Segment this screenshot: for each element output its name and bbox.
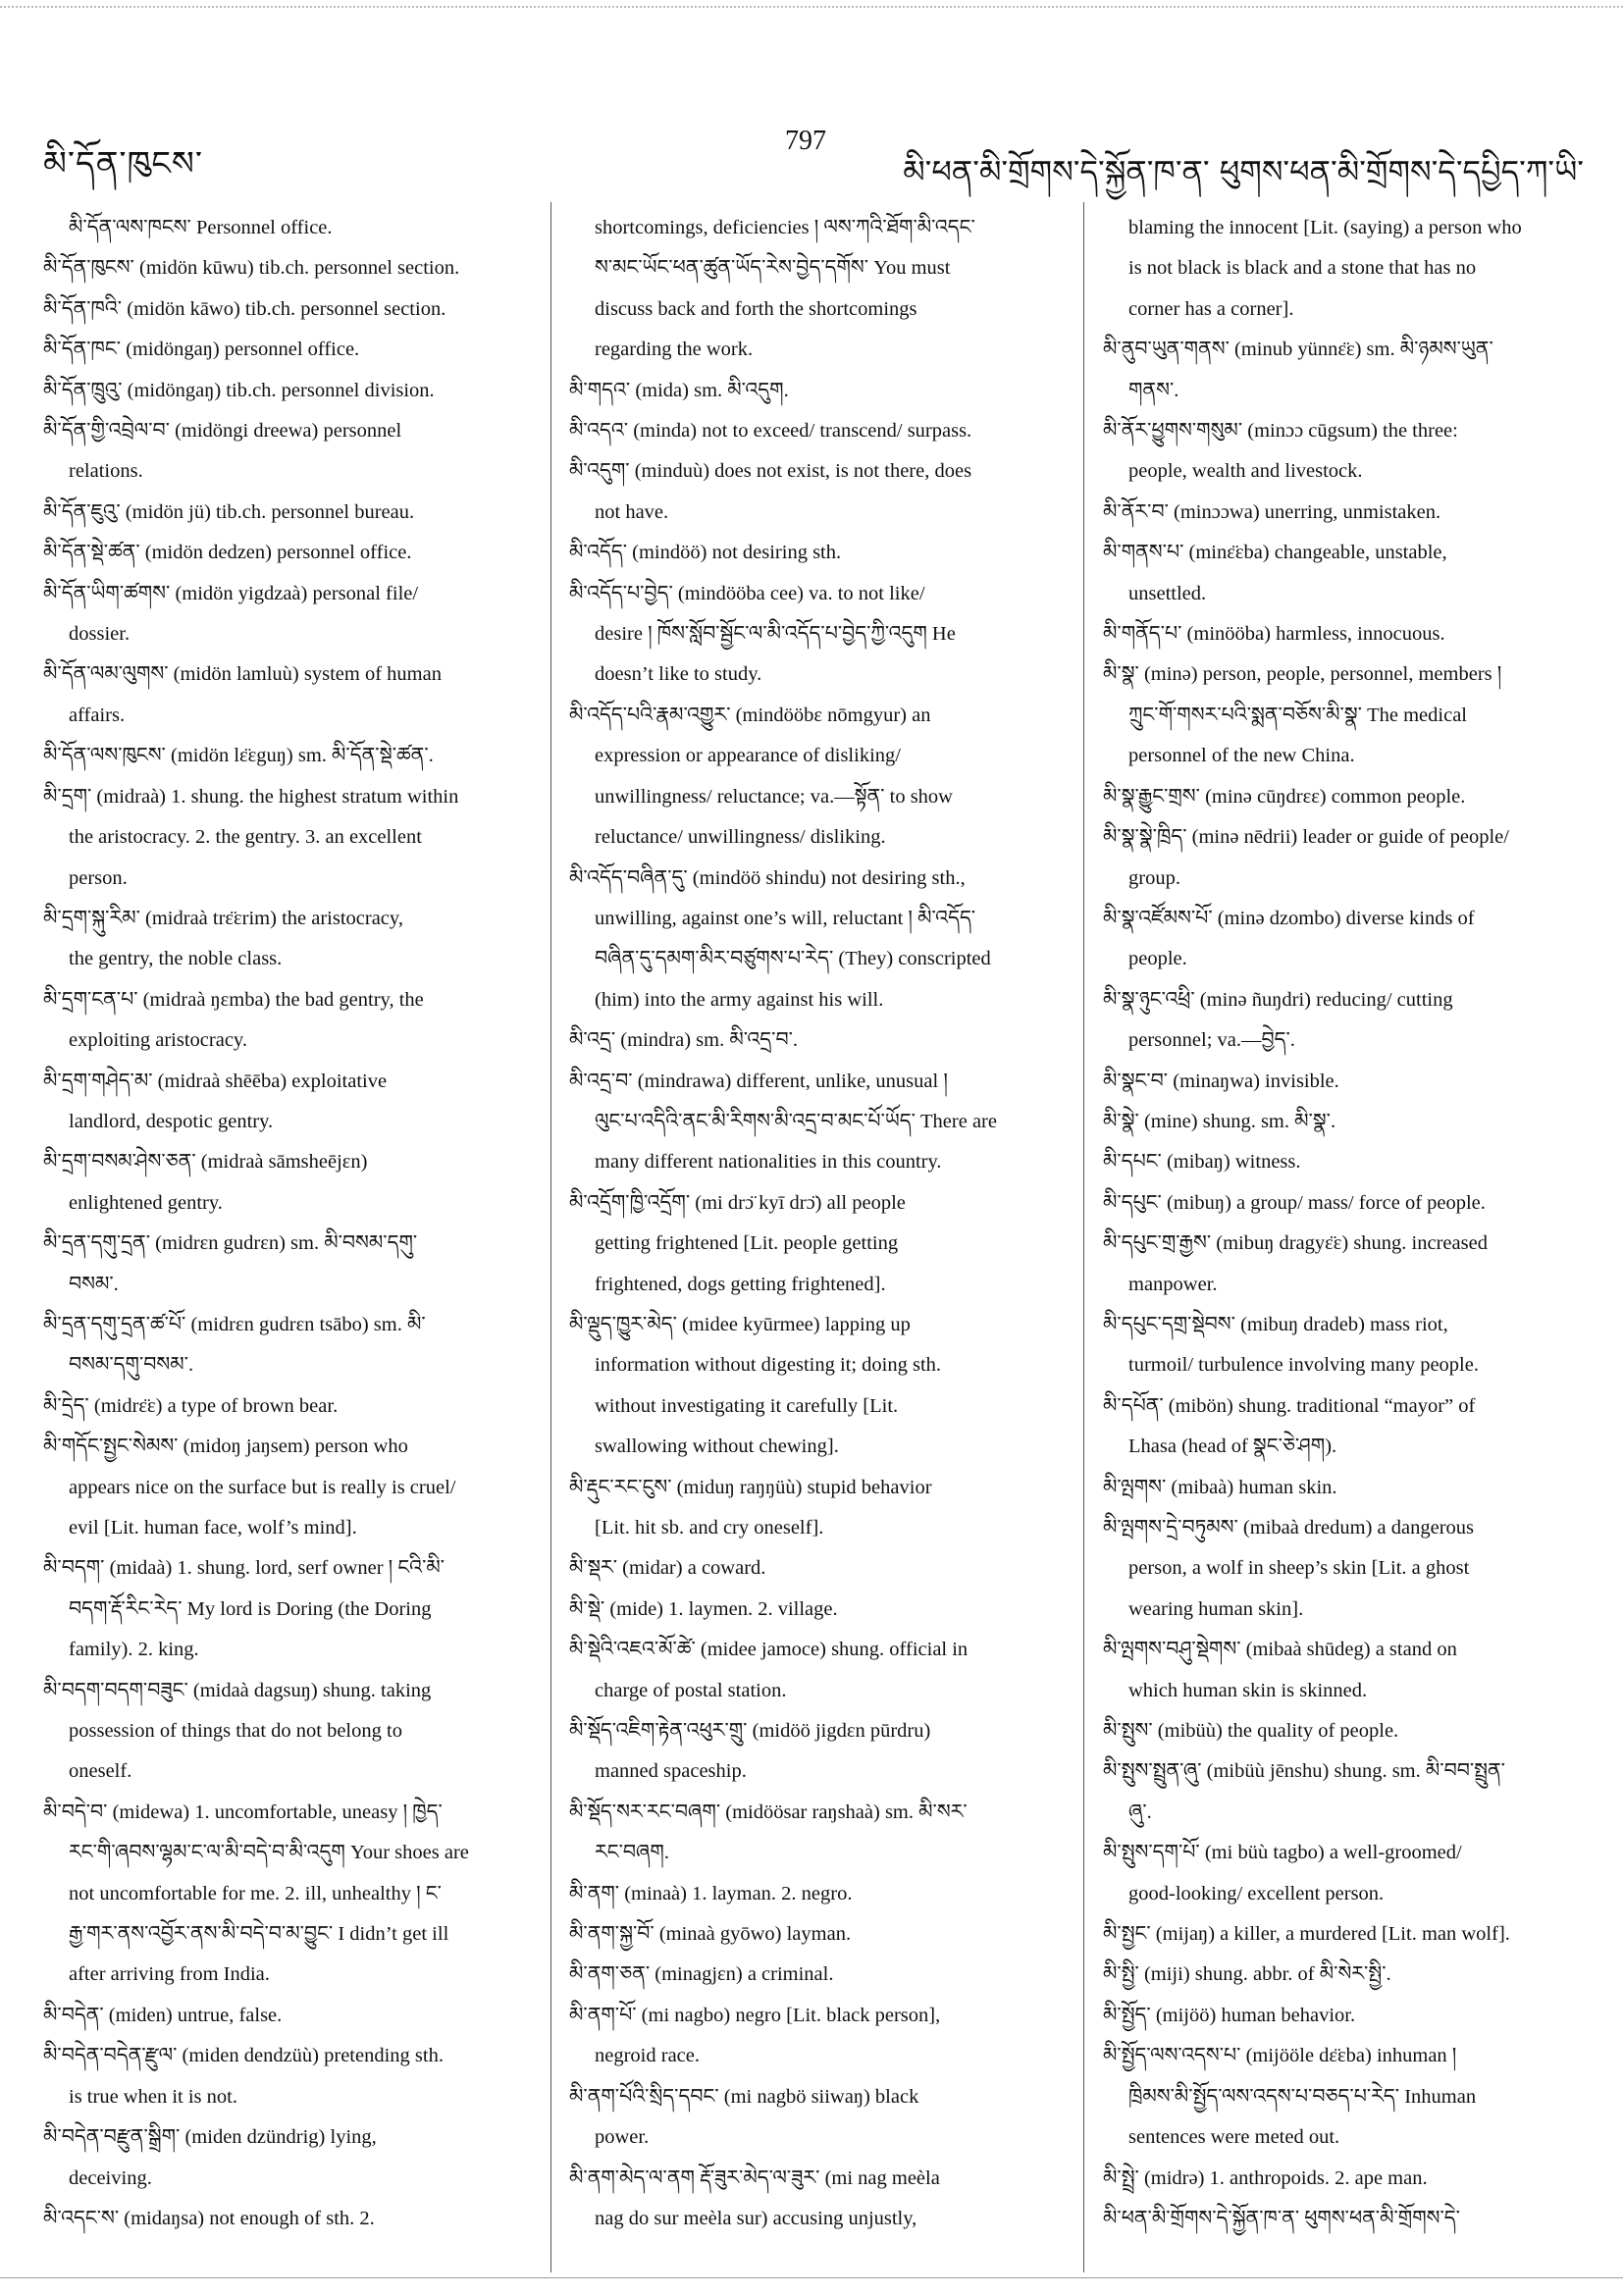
entry-line: མི་གནས་པ་ (minɛ̈ɛba) changeable, unstable, [1103,542,1447,564]
running-head-right: མི་ཕན་མི་གྲོགས་དེ་སྐྱོན་ཁ་ན་ ཕུགས་ཕན་མི་གྲོགས་དེ་དཔྱིད་ཀ་ཡི་ [903,153,1584,190]
entry-line: མི་དོན་ཁང་ (midöngaŋ) personnel office. [43,339,360,361]
entry-continuation-line: (him) into the army against his will. [595,988,884,1011]
entry-line: མི་བདེན་བདེན་རྫུལ་ (miden dendzüù) pretending sth. [43,2045,444,2067]
entry-line: མི་དཔུང་ (mibuŋ) a group/ mass/ force of people. [1103,1191,1486,1214]
entry-continuation-line: sentences were meted out. [1128,2126,1340,2149]
entry-line: མི་དྲག་ (midraà) 1. shung. the highest stratum within [43,785,459,808]
entry-line: མི་དོན་གྱི་འབྲེལ་བ་ (midöngi dreewa) personnel [43,420,402,443]
entry-continuation-line: unwilling, against one’s will, reluctant ། མི་འདོད་ [595,907,976,929]
entry-line: མི་འདུག་ (minduù) does not exist, is not there, does [569,460,972,483]
entry-line: མི་ནག་པོའི་སྲིད་དབང་ (mi nagbö siiwaŋ) black [569,2085,919,2108]
entry-continuation-line: expression or appearance of disliking/ [595,745,901,767]
entry-line: མི་གདའ་ (mida) sm. མི་འདུག. [569,379,789,401]
entry-line: མི་དོན་སྡེ་ཚན་ (midön dedzen) personnel office. [43,542,412,564]
entry-continuation-line: information without digesting it; doing sth. [595,1354,942,1377]
entry-continuation-line: reluctance/ unwillingness/ disliking. [595,826,886,849]
entry-continuation-line: oneself. [69,1760,132,1783]
entry-continuation-line: Lhasa (head of སྣང་ཅེ་ཤག). [1128,1435,1337,1458]
entry-line: མི་དོན་ཡིག་ཚགས་ (midön yigdzaà) personal file/ [43,582,419,604]
entry-line: མི་རྡུང་རང་ངུས་ (miduŋ raŋŋüù) stupid behavior [569,1476,932,1498]
entry-line: མི་ནུབ་ཡུན་གནས་ (minub yünnɛ̈ɛ) sm. མི་ཉམས་ཡུན་ [1103,339,1493,361]
entry-line: མི་ནག་ཅན་ (minagjɛn) a criminal. [569,1963,834,1986]
entry-line: མི་ཕན་མི་གྲོགས་དེ་སྐྱོན་ཁ་ན་ ཕུགས་ཕན་མི་གྲོགས་དེ་ [1103,2207,1460,2229]
entry-continuation-line: landlord, despotic gentry. [69,1110,274,1132]
entry-continuation-line: the aristocracy. 2. the gentry. 3. an excellent [69,826,422,849]
entry-continuation-line: unwillingness/ reluctance; va.—སྟོན་ to show [595,785,953,808]
entry-line: མི་སྣང་བ་ (minaŋwa) invisible. [1103,1070,1339,1092]
entry-continuation-line: charge of postal station. [595,1679,787,1701]
entry-continuation-line: རང་བཞག. [595,1842,669,1864]
entry-continuation-line: not have. [595,500,669,523]
entry-continuation-line: ས་མང་ཡོང་ཕན་ཚུན་ཡོད་རེས་བྱེད་དགོས་ You must [595,257,951,280]
entry-continuation-line: unsettled. [1128,582,1207,604]
entry-line: མི་བདག་བདག་བཟུང་ (midaà dagsuŋ) shung. taking [43,1679,432,1701]
entry-line: མི་སྣ་ (minə) person, people, personnel, members ། [1103,663,1502,686]
entry-continuation-line: evil [Lit. human face, wolf’s mind]. [69,1517,357,1539]
entry-line: མི་གནོད་པ་ (minööba) harmless, innocuous. [1103,623,1445,646]
entry-line: མི་འདོད་པའི་རྣམ་འགྱུར་ (mindööbɛ nōmgyur) an [569,704,931,726]
entry-line: མི་འདོད་བཞིན་དུ་ (mindöö shindu) not desiring sth., [569,866,966,889]
entry-continuation-line: ཞུ་. [1128,1800,1152,1823]
entry-line: མི་དྲན་དགུ་དྲན་ (midrɛn gudrɛn) sm. མི་བསམ་དགུ་ [43,1232,418,1255]
entry-line: མི་ལྡུད་ཁྱུར་མེད་ (midee kyūrmee) lapping up [569,1313,911,1335]
entry-line: མི་བདེ་བ་ (midewa) 1. uncomfortable, uneasy ། ཁྱེད་ [43,1800,443,1823]
entry-continuation-line: possession of things that do not belong to [69,1720,402,1743]
column-1 [43,208,534,2269]
entry-line: མི་སྣེ་ (mine) shung. sm. མི་སྣ་. [1103,1110,1336,1132]
bottom-edge [0,2277,1623,2278]
entry-line: མི་སྡེའི་འཇའ་མོ་ཚེ་ (midee jamoce) shung. official in [569,1639,969,1661]
entry-continuation-line: the gentry, the noble class. [69,948,283,970]
entry-continuation-line: གནས་. [1128,379,1179,401]
entry-continuation-line: after arriving from India. [69,1963,270,1986]
entry-line: མི་སྤྱང་ (mijaŋ) a killer, a murdered [Lit. man wolf]. [1103,1923,1510,1946]
entry-continuation-line: ཀྲུང་གོ་གསར་པའི་སྨན་བཅོས་མི་སྣ་ The medical [1128,704,1467,726]
entry-continuation-line: getting frightened [Lit. people getting [595,1232,899,1255]
entry-continuation-line: relations. [69,460,143,483]
entry-line: མི་སྡོད་འཇིག་རྟེན་འཕུར་གྲུ་ (midöö jigdɛn pūrdru) [569,1720,931,1743]
entry-continuation-line: person, a wolf in sheep’s skin [Lit. a ghost [1128,1557,1470,1580]
entry-continuation-line: བདག་རྡོ་རིང་རེད་ My lord is Doring (the Doring [69,1597,432,1620]
entry-continuation-line: not uncomfortable for me. 2. ill, unhealthy ། ང་ [69,1882,442,1905]
entry-line: མི་སྣ་ཉུང་འཕྲི་ (minə ñuŋdri) reducing/ cutting [1103,988,1453,1011]
entry-continuation-line: appears nice on the surface but is really is cruel/ [69,1476,456,1498]
column-3 [1103,208,1594,2269]
entry-continuation-line: frightened, dogs getting frightened]. [595,1273,886,1295]
entry-line: མི་སྤུས་ (mibüù) the quality of people. [1103,1720,1399,1743]
entry-line: མི་དོན་ལམ་ལུགས་ (midön lamluù) system of human [43,663,442,686]
entry-continuation-line: manpower. [1128,1273,1218,1295]
entry-continuation-line: affairs. [69,704,126,726]
entry-line: མི་ནག་སྐྱ་བོ་ (minaà gyōwo) layman. [569,1923,852,1946]
entry-continuation-line: dossier. [69,623,131,646]
page-number: 797 [785,126,826,156]
entry-continuation-line: people, wealth and livestock. [1128,460,1363,483]
running-head-left: མི་དོན་ཁུངས་ [43,144,204,183]
entry-line: མི་དྲག་གཤེད་མ་ (midraà shēēba) exploitative [43,1070,388,1092]
entry-continuation-line: nag do sur meèla sur) accusing unjustly, [595,2207,917,2229]
entry-line: མི་དོན་ཇུའུ་ (midön jü) tib.ch. personnel bureau. [43,500,415,523]
entry-line: མི་བདེན་བརྫུན་སྒྲིག་ (miden dzündrig) lying, [43,2126,377,2149]
entry-continuation-line: group. [1128,866,1180,889]
entry-continuation-line: བསམ་. [69,1273,119,1295]
entry-continuation-line: is true when it is not. [69,2085,237,2108]
entry-continuation-line: turmoil/ turbulence involving many people. [1128,1354,1479,1377]
entry-line: མི་སྤྱི་ (miji) shung. abbr. of མི་སེར་སྤྱི་. [1103,1963,1391,1986]
entry-line: མི་དྲག་བསམ་ཤེས་ཅན་ (midraà sāmsheējɛn) [43,1151,368,1174]
entry-line: མི་དོན་ལས་ཁངས་ Personnel office. [69,217,333,238]
entry-continuation-line: is not black is black and a stone that has no [1128,257,1477,280]
entry-line: མི་འདྲ་བ་ (mindrawa) different, unlike, unusual ། [569,1070,948,1092]
column-rule-1 [550,202,551,2272]
entry-line: མི་ལྤགས་ (mibaà) human skin. [1103,1476,1337,1498]
entry-continuation-line: [Lit. hit sb. and cry oneself]. [595,1517,824,1539]
entry-continuation-line: without investigating it carefully [Lit. [595,1394,899,1417]
entry-line: མི་དྲག་སྐུ་རིམ་ (midraà trɛ̈ɛrim) the aristocracy, [43,907,403,929]
entry-continuation-line: power. [595,2126,650,2149]
entry-continuation-line: བཞིན་དུ་དམག་མིར་བཙུགས་པ་རེད་ (They) conscripted [595,948,991,970]
entry-line: མི་སྡེ་ (mide) 1. laymen. 2. village. [569,1597,838,1620]
entry-line: མི་འདང་ས་ (midaŋsa) not enough of sth. 2. [43,2207,375,2229]
entry-continuation-line: person. [69,866,128,889]
entry-line: མི་འདྲོག་ཁྱི་འདྲོག་ (mi drɔ̈ kyī drɔ̈) all people [569,1191,906,1214]
entry-line: མི་བདག་ (midaà) 1. shung. lord, serf owner ། ངའི་མི་ [43,1557,445,1580]
entry-line: མི་སྤྱོད་ (mijöö) human behavior. [1103,2004,1356,2026]
entry-continuation-line: people. [1128,948,1187,970]
entry-line: མི་ལྤགས་བཤུ་སྡེགས་ (mibaà shūdeg) a stand on [1103,1639,1457,1661]
entry-continuation-line: family). 2. king. [69,1639,199,1661]
top-dotted-rule [0,6,1623,8]
entry-line: མི་དོན་ཁའི་ (midön kāwo) tib.ch. personnel section. [43,297,446,320]
entry-continuation-line: which human skin is skinned. [1128,1679,1368,1701]
entry-line: མི་འདྲ་ (mindra) sm. མི་འདྲ་བ་. [569,1029,799,1052]
entry-line: མི་དཔུང་དགྲ་སྡེབས་ (mibuŋ dradeb) mass riot, [1103,1313,1448,1335]
entry-continuation-line: desire ། ཁོས་སློབ་སྦྱོང་ལ་མི་འདོད་པ་བྱེད་ཀྱི་འདུག He [595,623,956,646]
entry-continuation-line: shortcomings, deficiencies ། ལས་ཀའི་ཐོག་མི་འདང་ [595,217,975,238]
entry-line: མི་སྣ་འཛོམས་པོ་ (minə dzombo) diverse kinds of [1103,907,1475,929]
column-rule-2 [1083,202,1084,2272]
entry-line: མི་སྡོད་སར་རང་བཞག་ (midöösar raŋshaà) sm. མི་སར་ [569,1800,968,1823]
entry-continuation-line: personnel; va.—བྱེད་. [1128,1029,1295,1052]
entry-line: མི་སྤྱོད་ལས་འདས་པ་ (mijööle dɛ̈ɛba) inhuman ། [1103,2045,1457,2067]
entry-line: མི་ལྤགས་དྲེ་བཏུམས་ (mibaà dredum) a dangerous [1103,1517,1475,1539]
entry-continuation-line: enlightened gentry. [69,1191,223,1214]
entry-line: མི་ནོར་ཕྱུགས་གསུམ་ (minɔɔ cūgsum) the three: [1103,420,1458,443]
entry-line: མི་སྤྲེ་ (midrə) 1. anthropoids. 2. ape man. [1103,2166,1428,2189]
entry-line: མི་འདོད་པ་བྱེད་ (mindööba cee) va. to not like/ [569,582,925,604]
entry-continuation-line: many different nationalities in this country. [595,1151,942,1174]
entry-line: མི་བདེན་ (miden) untrue, false. [43,2004,283,2026]
entry-continuation-line: doesn’t like to study. [595,663,762,686]
entry-line: མི་དོན་ཁུངས་ (midön kūwu) tib.ch. personnel section. [43,257,460,280]
entry-continuation-line: swallowing without chewing]. [595,1435,839,1458]
entry-continuation-line: negroid race. [595,2045,700,2067]
entry-continuation-line: personnel of the new China. [1128,745,1355,767]
entry-continuation-line: exploiting aristocracy. [69,1029,247,1052]
entry-continuation-line: wearing human skin]. [1128,1597,1304,1620]
entry-line: མི་ནོར་བ་ (minɔɔwa) unerring, unmistaken. [1103,500,1441,523]
entry-line: མི་དོན་ལས་ཁུངས་ (midön lɛ̈ɛguŋ) sm. མི་དོན་སྡེ་ཚན་. [43,745,434,767]
entry-continuation-line: corner has a corner]. [1128,297,1294,320]
entry-line: མི་གདོང་སྤྱང་སེམས་ (midoŋ jaŋsem) person who [43,1435,408,1458]
entry-line: མི་དཔུང་གྲ་རྒྱས་ (mibuŋ dragyɛ̈ɛ) shung. increased [1103,1232,1488,1255]
entry-line: མི་དཔང་ (mibaŋ) witness. [1103,1151,1301,1174]
entry-continuation-line: deceiving. [69,2166,152,2189]
entry-line: མི་སྣ་སྣེ་ཁྲིད་ (minə nēdrii) leader or guide of people/ [1103,826,1509,849]
entry-line: མི་ནག་པོ་ (mi nagbo) negro [Lit. black person], [569,2004,941,2026]
entry-continuation-line: ལུང་པ་འདིའི་ནང་མི་རིགས་མི་འདྲ་བ་མང་པོ་ཡོད་ There are [595,1110,997,1132]
entry-continuation-line: manned spaceship. [595,1760,747,1783]
entry-line: མི་སྤུས་སྤྲུན་ཞུ་ (mibüù jēnshu) shung. sm. མི་བབ་སྤྲུན་ [1103,1760,1505,1783]
entry-continuation-line: discuss back and forth the shortcomings [595,297,917,320]
entry-line: མི་འདོད་ (mindöö) not desiring sth. [569,542,842,564]
entry-line: མི་ནག་མེད་ལ་ནག རྡོ་ཟུར་མེད་ལ་ཟུར་ (mi nag meèla [569,2166,940,2189]
entry-line: མི་དྲན་དགུ་དྲན་ཚ་པོ་ (midrɛn gudrɛn tsābo) sm. མི་ [43,1313,426,1335]
column-2 [569,208,1070,2269]
entry-continuation-line: good-looking/ excellent person. [1128,1882,1385,1905]
entry-continuation-line: བསམ་དགུ་བསམ་. [69,1354,194,1377]
entry-continuation-line: regarding the work. [595,339,754,361]
entry-line: མི་དོན་ཁྲུའུ་ (midöngaŋ) tib.ch. personnel division. [43,379,435,401]
entry-line: མི་འདའ་ (minda) not to exceed/ transcend/ surpass. [569,420,972,443]
entry-continuation-line: རྒྱ་གར་ནས་འབྱོར་ནས་མི་བདེ་བ་མ་བྱུང་ I didn’t get ill [69,1923,449,1946]
entry-continuation-line: ཁྲིམས་མི་སྤྱོད་ལས་འདས་པ་བཅད་པ་རེད་ Inhuman [1128,2085,1477,2108]
entry-line: མི་སྣ་རྒྱུང་གྲས་ (minə cūŋdrɛɛ) common people. [1103,785,1466,808]
entry-line: མི་སྡར་ (midar) a coward. [569,1557,766,1580]
entry-continuation-line: blaming the innocent [Lit. (saying) a person who [1128,217,1522,238]
entry-line: མི་ནག་ (minaà) 1. layman. 2. negro. [569,1882,853,1905]
entry-line: མི་དྲག་ངན་པ་ (midraà ŋɛmba) the bad gentry, the [43,988,424,1011]
entry-line: མི་དཔོན་ (mibön) shung. traditional “mayor” of [1103,1394,1476,1417]
entry-line: མི་དྲེད་ (midrɛ̈ɛ) a type of brown bear. [43,1394,339,1417]
entry-line: མི་སྤུས་དག་པོ་ (mi büù tagbo) a well-groomed/ [1103,1842,1462,1864]
entry-continuation-line: རང་གི་ཞབས་ལྷམ་ང་ལ་མི་བདེ་བ་མི་འདུག Your shoes are [69,1842,469,1864]
